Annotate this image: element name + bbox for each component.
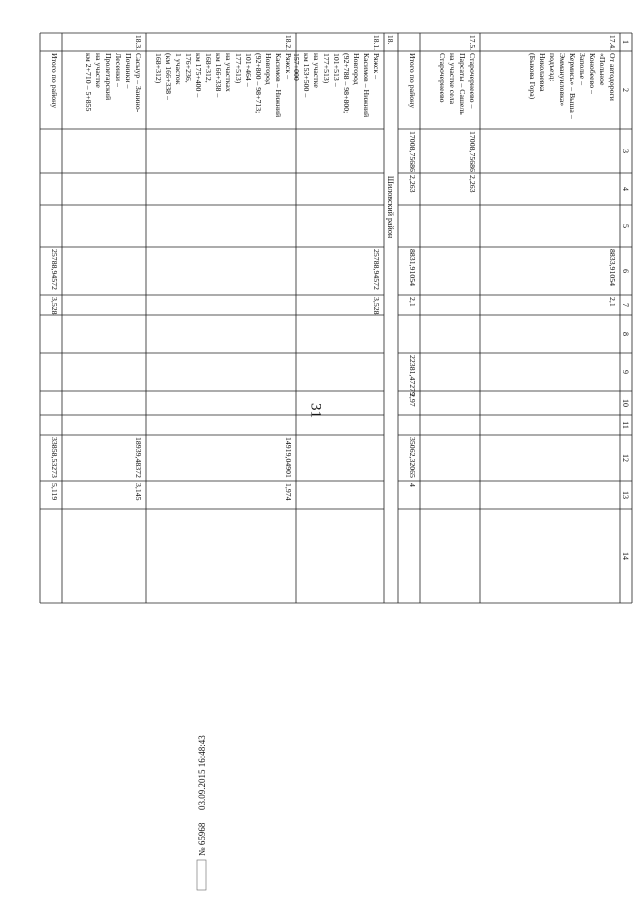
road-name-line: Лесенки – [114,53,123,87]
road-name-line: 168+312) [154,53,163,84]
cell-value: 17008,75686 [408,131,417,172]
cell-value: 8831,91054 [408,249,417,287]
cell-value: 3,528 [50,297,59,315]
column-number: 2 [621,88,630,92]
cell-value: 1,974 [284,483,293,501]
road-name-line: км 2+710 – 5+855 [84,53,93,112]
road-name-line: Николаевка [538,53,547,92]
road-name-line: Заполье – [578,53,587,85]
cell-value: 17008,75686 [468,131,477,172]
road-name-line: «Польное [598,53,607,86]
cell-value: 33858,53273 [50,437,59,478]
cell-value: 5,119 [50,483,59,501]
row-number: 17.5. [468,35,477,50]
cell-value: 14919,04901 [284,437,293,478]
cell-value: 2,1 [408,297,417,307]
column-number: 9 [621,370,630,374]
road-name-line: 168+312, [204,53,213,83]
cell-value: 2,263 [408,175,417,193]
table-svg [50,33,632,713]
road-name-line: Итого по району [408,53,417,109]
road-name-line: Старочернеево [438,53,447,103]
road-name-line: Эммануиловка» [558,53,567,107]
road-name-line: на участке села [448,53,457,105]
road-name-line: км 175+400 – [194,53,203,98]
column-number: 14 [621,552,630,560]
section-title: Шиловский район [386,175,395,239]
footer-svg [195,690,225,890]
road-name-line: Ряжск – [372,53,381,79]
cell-value: 2,263 [468,175,477,193]
cell-value: 25788,94572 [372,249,381,290]
cell-value: 2,97 [408,393,417,407]
road-name-line: на участке [312,53,321,88]
road-name-line: Касимов – Нижний [362,53,371,118]
road-name-line: Пролетарский [104,53,113,101]
road-name-line: (Быкова Гора) [528,53,537,100]
road-name-line: Касимов – Нижний [274,53,283,118]
column-number: 13 [621,491,630,499]
road-name-line: 177+513) [322,53,331,84]
road-name-line: 176+236, [184,53,193,83]
cell-value: 25788,94572 [50,249,59,290]
column-number: 4 [621,187,630,191]
road-name-line: Старочернеево – [468,53,477,109]
cell-value: 3,145 [134,483,143,501]
rotated-table [50,33,632,713]
column-number: 7 [621,303,630,307]
column-number: 11 [621,421,630,429]
document-footer [195,690,225,890]
footer-doc-number: № 65968 [197,822,207,856]
row-number: 17.4. [608,35,617,50]
road-name-line: 101+464 – [244,53,253,87]
road-name-line: км 166+338 – [214,53,223,98]
footer-datetime: 03.09.2015 16:48:43 [197,735,207,810]
row-number: 18. [386,35,395,45]
column-number: 8 [621,332,630,336]
road-name-line: на участке [94,53,103,88]
road-name-line: Парсаты – Сашель [458,53,467,115]
road-name-line: 157+000 [292,53,301,81]
road-name-line: Сасыур – Занино- [134,53,143,113]
stamp-logo [197,860,206,890]
road-name-line: (92+788 – 98+800; [342,53,351,114]
column-number: 1 [621,40,630,44]
road-name-line: Новгород [352,53,361,85]
cell-value: 18939,48372 [134,437,143,478]
cell-value: 35062,32065 [408,437,417,478]
road-name-line: (92+800 – 98+713; [254,53,263,114]
column-number: 12 [621,454,630,462]
row-number: 18.3. [134,35,143,50]
road-name-line: 1 участок [174,53,183,85]
road-name-line: подъезд: [548,53,557,82]
road-name-line: 101+513 – [332,53,341,87]
page-number: 31 [307,403,324,418]
road-name-line: Новгород [264,53,273,85]
road-name-line: (км 166+338 – [164,53,173,100]
cell-value: 4 [408,483,417,487]
road-name-line: Починки – [124,53,133,89]
column-number: 3 [621,149,630,153]
road-name-line: Итого по району [50,53,59,109]
road-name-line: Ряжск – [284,53,293,79]
road-name-line: на участках [224,53,233,92]
cell-value: 3,528 [372,297,381,315]
table-grid [40,33,632,603]
column-number: 5 [621,224,630,228]
cell-value: 8833,91054 [608,249,617,287]
column-number: 10 [621,399,630,407]
row-number: 18.2. [284,35,293,50]
road-name-line: Кермись» – Выша – [568,53,577,119]
cell-value: 22381,47279 [408,355,417,396]
cell-value: 2,1 [608,297,617,307]
road-name-line: км 153+500 – [302,53,311,98]
road-name-line: От автодороги [608,53,617,101]
column-number: 6 [621,269,630,273]
road-name-line: Конобеево – [588,53,597,94]
road-name-line: 177+513) [234,53,243,84]
row-number: 18.1. [372,35,381,50]
